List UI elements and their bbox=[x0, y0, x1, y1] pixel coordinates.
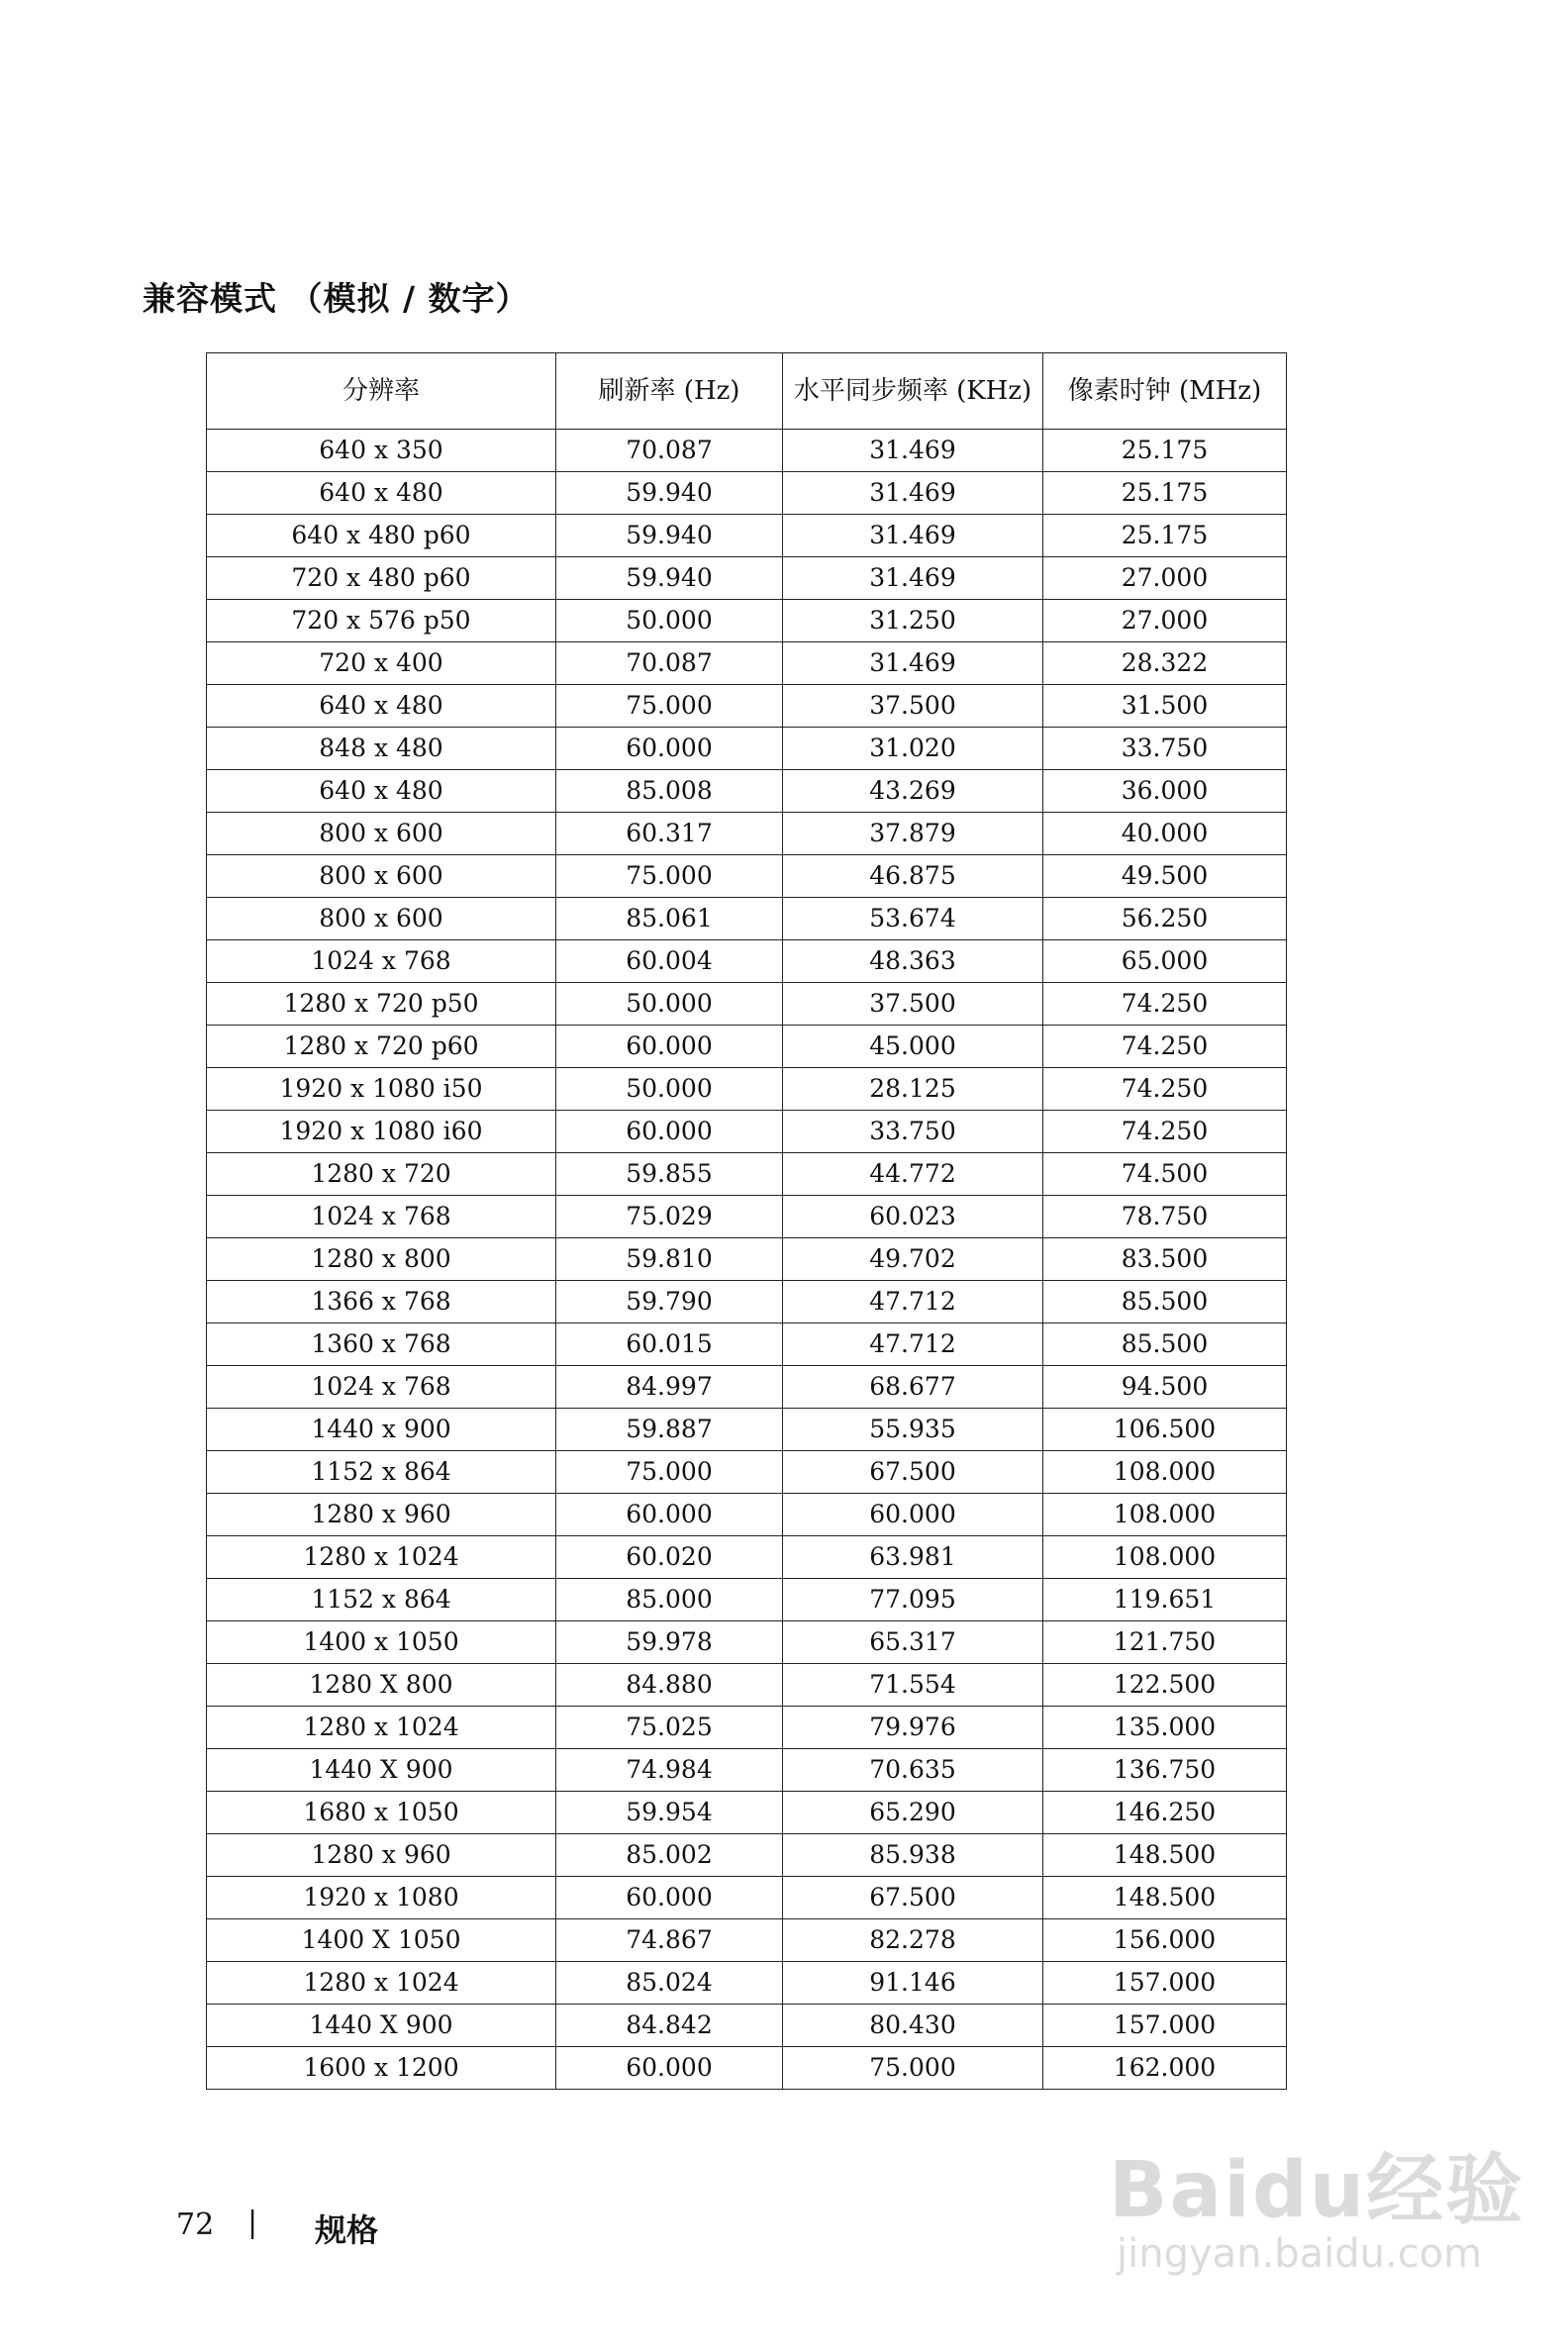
table-row bbox=[207, 1494, 1287, 1536]
cell-pixel-clock: 74.250 bbox=[1043, 983, 1287, 1026]
cell-hsync-frequency: 65.290 bbox=[783, 1792, 1043, 1834]
table-row bbox=[207, 557, 1287, 600]
cell-hsync-frequency: 77.095 bbox=[783, 1579, 1043, 1621]
cell-resolution: 640 x 480 bbox=[207, 685, 556, 728]
cell-hsync-frequency: 60.000 bbox=[783, 1494, 1043, 1536]
cell-resolution: 1280 x 1024 bbox=[207, 1707, 556, 1749]
cell-pixel-clock: 106.500 bbox=[1043, 1409, 1287, 1451]
cell-resolution: 1280 x 720 p60 bbox=[207, 1026, 556, 1068]
cell-resolution: 1920 x 1080 i60 bbox=[207, 1111, 556, 1153]
cell-refresh-rate: 60.020 bbox=[556, 1536, 783, 1579]
cell-resolution: 640 x 480 bbox=[207, 472, 556, 515]
cell-refresh-rate: 75.029 bbox=[556, 1196, 783, 1238]
cell-pixel-clock: 146.250 bbox=[1043, 1792, 1287, 1834]
cell-resolution: 1920 x 1080 bbox=[207, 1877, 556, 1919]
cell-pixel-clock: 108.000 bbox=[1043, 1536, 1287, 1579]
header-resolution: 分辨率 bbox=[207, 353, 556, 430]
table-row bbox=[207, 1792, 1287, 1834]
cell-resolution: 1280 x 960 bbox=[207, 1834, 556, 1877]
cell-hsync-frequency: 31.469 bbox=[783, 430, 1043, 472]
cell-resolution: 1440 X 900 bbox=[207, 1749, 556, 1792]
table-row bbox=[207, 1111, 1287, 1153]
cell-resolution: 640 x 350 bbox=[207, 430, 556, 472]
cell-resolution: 800 x 600 bbox=[207, 898, 556, 940]
cell-hsync-frequency: 71.554 bbox=[783, 1664, 1043, 1707]
cell-refresh-rate: 75.000 bbox=[556, 855, 783, 898]
table-row bbox=[207, 940, 1287, 983]
cell-hsync-frequency: 45.000 bbox=[783, 1026, 1043, 1068]
cell-hsync-frequency: 46.875 bbox=[783, 855, 1043, 898]
cell-hsync-frequency: 85.938 bbox=[783, 1834, 1043, 1877]
cell-refresh-rate: 84.997 bbox=[556, 1366, 783, 1409]
watermark-url: jingyan.baidu.com bbox=[1117, 2231, 1483, 2277]
cell-hsync-frequency: 31.469 bbox=[783, 642, 1043, 685]
table-row bbox=[207, 2047, 1287, 2090]
cell-pixel-clock: 108.000 bbox=[1043, 1494, 1287, 1536]
cell-pixel-clock: 78.750 bbox=[1043, 1196, 1287, 1238]
cell-resolution: 800 x 600 bbox=[207, 855, 556, 898]
cell-pixel-clock: 148.500 bbox=[1043, 1877, 1287, 1919]
cell-resolution: 640 x 480 p60 bbox=[207, 515, 556, 557]
cell-pixel-clock: 157.000 bbox=[1043, 1962, 1287, 2005]
table-row bbox=[207, 430, 1287, 472]
header-refresh-rate: 刷新率 (Hz) bbox=[556, 353, 783, 430]
cell-pixel-clock: 25.175 bbox=[1043, 515, 1287, 557]
table-row bbox=[207, 1749, 1287, 1792]
table-row bbox=[207, 1409, 1287, 1451]
cell-refresh-rate: 85.024 bbox=[556, 1962, 783, 2005]
table-row bbox=[207, 855, 1287, 898]
table-row bbox=[207, 983, 1287, 1026]
watermark-logo: Baidu经验 bbox=[1109, 2146, 1525, 2235]
cell-refresh-rate: 59.855 bbox=[556, 1153, 783, 1196]
cell-refresh-rate: 84.880 bbox=[556, 1664, 783, 1707]
table-row bbox=[207, 1834, 1287, 1877]
cell-refresh-rate: 60.000 bbox=[556, 2047, 783, 2090]
cell-hsync-frequency: 67.500 bbox=[783, 1877, 1043, 1919]
cell-pixel-clock: 136.750 bbox=[1043, 1749, 1287, 1792]
cell-hsync-frequency: 47.712 bbox=[783, 1323, 1043, 1366]
cell-resolution: 640 x 480 bbox=[207, 770, 556, 813]
table-row bbox=[207, 1323, 1287, 1366]
cell-resolution: 720 x 480 p60 bbox=[207, 557, 556, 600]
cell-refresh-rate: 70.087 bbox=[556, 642, 783, 685]
cell-refresh-rate: 85.061 bbox=[556, 898, 783, 940]
cell-pixel-clock: 157.000 bbox=[1043, 2005, 1287, 2047]
page-number: 72 bbox=[176, 2207, 215, 2242]
header-hsync-frequency: 水平同步频率 (KHz) bbox=[783, 353, 1043, 430]
cell-pixel-clock: 119.651 bbox=[1043, 1579, 1287, 1621]
cell-hsync-frequency: 55.935 bbox=[783, 1409, 1043, 1451]
cell-pixel-clock: 135.000 bbox=[1043, 1707, 1287, 1749]
cell-pixel-clock: 40.000 bbox=[1043, 813, 1287, 855]
cell-pixel-clock: 74.250 bbox=[1043, 1068, 1287, 1111]
cell-resolution: 1680 x 1050 bbox=[207, 1792, 556, 1834]
table-row bbox=[207, 728, 1287, 770]
cell-refresh-rate: 60.000 bbox=[556, 1494, 783, 1536]
table-header-row bbox=[207, 353, 1287, 430]
cell-pixel-clock: 56.250 bbox=[1043, 898, 1287, 940]
cell-refresh-rate: 60.000 bbox=[556, 1026, 783, 1068]
cell-resolution: 1400 X 1050 bbox=[207, 1919, 556, 1962]
table-row bbox=[207, 1238, 1287, 1281]
cell-pixel-clock: 25.175 bbox=[1043, 430, 1287, 472]
cell-resolution: 1024 x 768 bbox=[207, 1366, 556, 1409]
cell-resolution: 1280 x 720 p50 bbox=[207, 983, 556, 1026]
cell-pixel-clock: 83.500 bbox=[1043, 1238, 1287, 1281]
cell-refresh-rate: 85.002 bbox=[556, 1834, 783, 1877]
cell-pixel-clock: 74.500 bbox=[1043, 1153, 1287, 1196]
cell-resolution: 1024 x 768 bbox=[207, 1196, 556, 1238]
cell-refresh-rate: 50.000 bbox=[556, 600, 783, 642]
footer-section-title: 规格 bbox=[315, 2211, 379, 2249]
cell-resolution: 1024 x 768 bbox=[207, 940, 556, 983]
cell-hsync-frequency: 70.635 bbox=[783, 1749, 1043, 1792]
cell-hsync-frequency: 53.674 bbox=[783, 898, 1043, 940]
cell-pixel-clock: 31.500 bbox=[1043, 685, 1287, 728]
table-row bbox=[207, 1877, 1287, 1919]
footer-separator: | bbox=[247, 2205, 258, 2240]
cell-hsync-frequency: 37.500 bbox=[783, 685, 1043, 728]
table-row bbox=[207, 898, 1287, 940]
cell-pixel-clock: 74.250 bbox=[1043, 1026, 1287, 1068]
table-row bbox=[207, 1068, 1287, 1111]
table-row bbox=[207, 1026, 1287, 1068]
cell-pixel-clock: 65.000 bbox=[1043, 940, 1287, 983]
cell-refresh-rate: 60.000 bbox=[556, 1877, 783, 1919]
cell-resolution: 1400 x 1050 bbox=[207, 1621, 556, 1664]
cell-hsync-frequency: 68.677 bbox=[783, 1366, 1043, 1409]
table-row bbox=[207, 1707, 1287, 1749]
cell-pixel-clock: 156.000 bbox=[1043, 1919, 1287, 1962]
table-row bbox=[207, 472, 1287, 515]
cell-pixel-clock: 85.500 bbox=[1043, 1281, 1287, 1323]
cell-resolution: 800 x 600 bbox=[207, 813, 556, 855]
header-pixel-clock: 像素时钟 (MHz) bbox=[1043, 353, 1287, 430]
table-row bbox=[207, 515, 1287, 557]
table-row bbox=[207, 1536, 1287, 1579]
cell-hsync-frequency: 91.146 bbox=[783, 1962, 1043, 2005]
cell-refresh-rate: 85.008 bbox=[556, 770, 783, 813]
cell-refresh-rate: 60.000 bbox=[556, 1111, 783, 1153]
cell-hsync-frequency: 79.976 bbox=[783, 1707, 1043, 1749]
cell-refresh-rate: 59.887 bbox=[556, 1409, 783, 1451]
cell-refresh-rate: 59.940 bbox=[556, 472, 783, 515]
cell-hsync-frequency: 75.000 bbox=[783, 2047, 1043, 2090]
cell-refresh-rate: 74.984 bbox=[556, 1749, 783, 1792]
cell-refresh-rate: 59.810 bbox=[556, 1238, 783, 1281]
cell-refresh-rate: 50.000 bbox=[556, 983, 783, 1026]
cell-hsync-frequency: 67.500 bbox=[783, 1451, 1043, 1494]
cell-refresh-rate: 74.867 bbox=[556, 1919, 783, 1962]
cell-resolution: 1920 x 1080 i50 bbox=[207, 1068, 556, 1111]
table-row bbox=[207, 1962, 1287, 2005]
cell-hsync-frequency: 44.772 bbox=[783, 1153, 1043, 1196]
table-row bbox=[207, 1196, 1287, 1238]
cell-pixel-clock: 74.250 bbox=[1043, 1111, 1287, 1153]
cell-refresh-rate: 59.954 bbox=[556, 1792, 783, 1834]
table-row bbox=[207, 1579, 1287, 1621]
cell-resolution: 1360 x 768 bbox=[207, 1323, 556, 1366]
table-body bbox=[207, 430, 1287, 2090]
cell-refresh-rate: 60.015 bbox=[556, 1323, 783, 1366]
table-row bbox=[207, 1366, 1287, 1409]
cell-hsync-frequency: 43.269 bbox=[783, 770, 1043, 813]
cell-resolution: 1600 x 1200 bbox=[207, 2047, 556, 2090]
cell-hsync-frequency: 63.981 bbox=[783, 1536, 1043, 1579]
cell-hsync-frequency: 48.363 bbox=[783, 940, 1043, 983]
cell-pixel-clock: 49.500 bbox=[1043, 855, 1287, 898]
table-row bbox=[207, 1919, 1287, 1962]
cell-refresh-rate: 85.000 bbox=[556, 1579, 783, 1621]
table-row bbox=[207, 642, 1287, 685]
cell-hsync-frequency: 49.702 bbox=[783, 1238, 1043, 1281]
cell-refresh-rate: 59.940 bbox=[556, 515, 783, 557]
cell-hsync-frequency: 82.278 bbox=[783, 1919, 1043, 1962]
cell-hsync-frequency: 31.469 bbox=[783, 472, 1043, 515]
cell-pixel-clock: 121.750 bbox=[1043, 1621, 1287, 1664]
cell-pixel-clock: 25.175 bbox=[1043, 472, 1287, 515]
cell-resolution: 1152 x 864 bbox=[207, 1451, 556, 1494]
cell-resolution: 720 x 576 p50 bbox=[207, 600, 556, 642]
cell-refresh-rate: 59.790 bbox=[556, 1281, 783, 1323]
cell-resolution: 1280 X 800 bbox=[207, 1664, 556, 1707]
cell-resolution: 1280 x 960 bbox=[207, 1494, 556, 1536]
cell-pixel-clock: 28.322 bbox=[1043, 642, 1287, 685]
cell-resolution: 1280 x 800 bbox=[207, 1238, 556, 1281]
cell-pixel-clock: 122.500 bbox=[1043, 1664, 1287, 1707]
cell-hsync-frequency: 28.125 bbox=[783, 1068, 1043, 1111]
cell-hsync-frequency: 31.469 bbox=[783, 557, 1043, 600]
cell-pixel-clock: 108.000 bbox=[1043, 1451, 1287, 1494]
cell-resolution: 1280 x 1024 bbox=[207, 1962, 556, 2005]
cell-hsync-frequency: 37.879 bbox=[783, 813, 1043, 855]
cell-refresh-rate: 60.317 bbox=[556, 813, 783, 855]
cell-refresh-rate: 84.842 bbox=[556, 2005, 783, 2047]
cell-hsync-frequency: 31.020 bbox=[783, 728, 1043, 770]
cell-hsync-frequency: 33.750 bbox=[783, 1111, 1043, 1153]
cell-resolution: 848 x 480 bbox=[207, 728, 556, 770]
cell-refresh-rate: 75.025 bbox=[556, 1707, 783, 1749]
cell-resolution: 1440 X 900 bbox=[207, 2005, 556, 2047]
cell-refresh-rate: 50.000 bbox=[556, 1068, 783, 1111]
table-row bbox=[207, 1664, 1287, 1707]
table-row bbox=[207, 1153, 1287, 1196]
cell-refresh-rate: 75.000 bbox=[556, 685, 783, 728]
cell-pixel-clock: 36.000 bbox=[1043, 770, 1287, 813]
cell-pixel-clock: 148.500 bbox=[1043, 1834, 1287, 1877]
cell-resolution: 1280 x 720 bbox=[207, 1153, 556, 1196]
table-row bbox=[207, 685, 1287, 728]
cell-refresh-rate: 59.978 bbox=[556, 1621, 783, 1664]
cell-refresh-rate: 70.087 bbox=[556, 430, 783, 472]
cell-refresh-rate: 60.004 bbox=[556, 940, 783, 983]
cell-pixel-clock: 27.000 bbox=[1043, 600, 1287, 642]
cell-resolution: 1440 x 900 bbox=[207, 1409, 556, 1451]
cell-pixel-clock: 85.500 bbox=[1043, 1323, 1287, 1366]
cell-hsync-frequency: 37.500 bbox=[783, 983, 1043, 1026]
cell-resolution: 1366 x 768 bbox=[207, 1281, 556, 1323]
cell-hsync-frequency: 60.023 bbox=[783, 1196, 1043, 1238]
cell-pixel-clock: 27.000 bbox=[1043, 557, 1287, 600]
cell-hsync-frequency: 65.317 bbox=[783, 1621, 1043, 1664]
table-row bbox=[207, 2005, 1287, 2047]
section-title: 兼容模式 （模拟 / 数字） bbox=[143, 279, 530, 318]
cell-hsync-frequency: 80.430 bbox=[783, 2005, 1043, 2047]
table-row bbox=[207, 600, 1287, 642]
cell-resolution: 720 x 400 bbox=[207, 642, 556, 685]
cell-resolution: 1280 x 1024 bbox=[207, 1536, 556, 1579]
table-row bbox=[207, 1281, 1287, 1323]
cell-hsync-frequency: 31.250 bbox=[783, 600, 1043, 642]
cell-pixel-clock: 94.500 bbox=[1043, 1366, 1287, 1409]
cell-hsync-frequency: 31.469 bbox=[783, 515, 1043, 557]
cell-pixel-clock: 33.750 bbox=[1043, 728, 1287, 770]
table-row bbox=[207, 1621, 1287, 1664]
cell-refresh-rate: 59.940 bbox=[556, 557, 783, 600]
cell-resolution: 1152 x 864 bbox=[207, 1579, 556, 1621]
table-row bbox=[207, 1451, 1287, 1494]
cell-refresh-rate: 75.000 bbox=[556, 1451, 783, 1494]
cell-pixel-clock: 162.000 bbox=[1043, 2047, 1287, 2090]
cell-hsync-frequency: 47.712 bbox=[783, 1281, 1043, 1323]
table-row bbox=[207, 770, 1287, 813]
compatibility-table bbox=[206, 352, 1287, 2090]
cell-refresh-rate: 60.000 bbox=[556, 728, 783, 770]
table-row bbox=[207, 813, 1287, 855]
